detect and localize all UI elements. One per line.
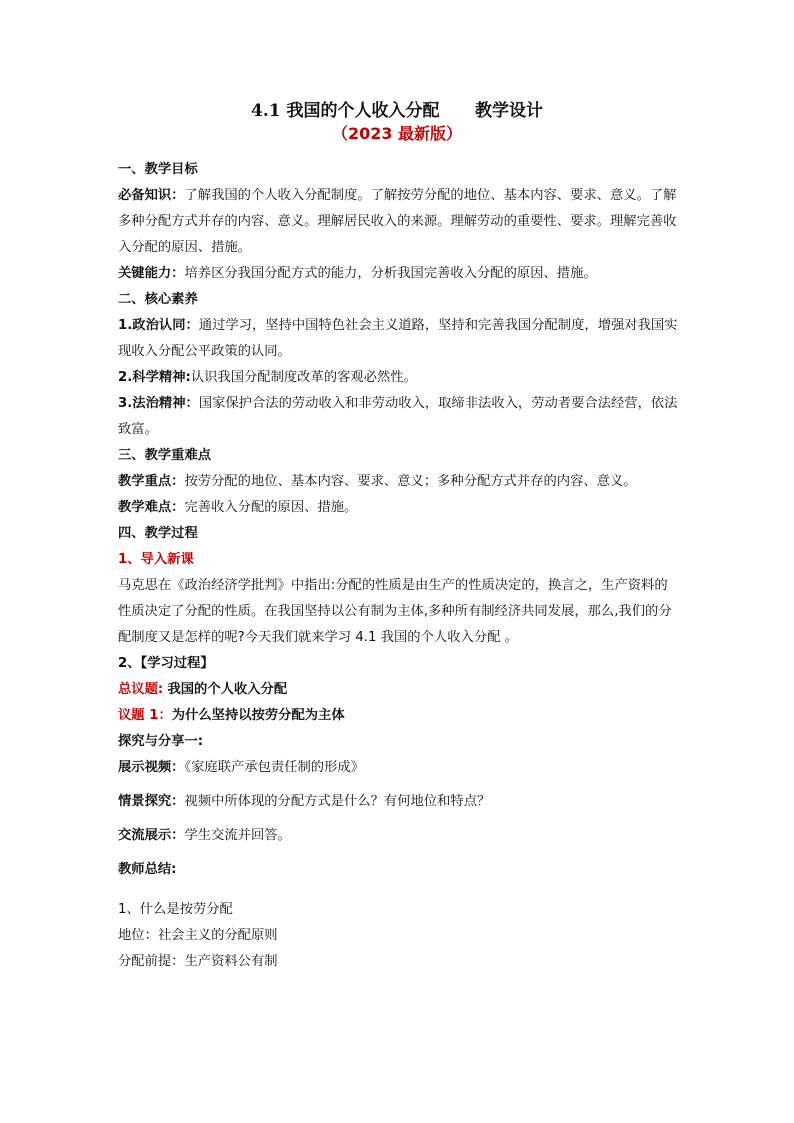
paragraph-ability [118, 261, 680, 287]
paragraph-knowledge [118, 183, 680, 261]
text-status: 社会主义的分配原则 [157, 928, 278, 943]
label-summary: 教师总结: [118, 862, 177, 877]
label-status: 地位： [118, 928, 158, 943]
paragraph-video [118, 755, 680, 781]
text-ability: 培养区分我国分配方式的能力，分析我国完善收入分配的原因、措施。 [184, 266, 597, 281]
spacer [118, 815, 680, 823]
label-scenario: 情景探究： [118, 794, 185, 809]
document-subtitle: （2023 最新版） [331, 124, 463, 143]
document-body [118, 157, 680, 975]
document-title: 4.1 我国的个人收入分配 教学设计 [250, 101, 543, 121]
label-literacy-1: 1.政治认同： [118, 318, 199, 333]
paragraph-literacy-1 [118, 313, 680, 365]
paragraph-topic [118, 677, 680, 703]
section-heading-literacy: 二、核心素养 [118, 292, 198, 307]
text-difficulty: 完善收入分配的原因、措施。 [184, 500, 358, 515]
text-video: 《家庭联产承包责任制的形成》 [184, 760, 364, 775]
paragraph-topic-1 [118, 703, 680, 729]
label-premise: 分配前提： [118, 954, 185, 969]
label-difficulty: 教学难点： [118, 500, 185, 515]
label-literacy-3: 3.法治精神： [118, 396, 199, 411]
section-heading-key-points: 三、教学重难点 [118, 448, 212, 463]
label-knowledge: 必备知识： [118, 188, 185, 203]
text-literacy-1: 通过学习，坚持中国特色社会主义道路，坚持和完善我国分配制度，增强对我国实现收入分配公平政策的认同。 [118, 318, 678, 359]
label-literacy-2: 2.科学精神: [118, 370, 191, 385]
text-key-point: 按劳分配的地位、基本内容、要求、意义；多种分配方式并存的内容、意义。 [184, 474, 637, 489]
spacer [118, 781, 680, 789]
text-topic-1: 为什么坚持以按劳分配为主体 [171, 708, 345, 723]
subheading-learning-process: 2、【学习过程】 [118, 656, 214, 671]
label-ability: 关键能力： [118, 266, 185, 281]
paragraph-scenario [118, 789, 680, 815]
text-topic: 我国的个人收入分配 [167, 682, 288, 697]
section-heading-process: 四、教学过程 [118, 526, 198, 541]
subheading-intro: 1、导入新课 [118, 552, 194, 567]
label-video: 展示视频： [118, 760, 185, 775]
paragraph-status [118, 923, 680, 949]
text-premise: 生产资料公有制 [184, 954, 278, 969]
section-heading-objectives: 一、教学目标 [118, 162, 198, 177]
spacer [118, 849, 680, 857]
paragraph-key-point [118, 469, 680, 495]
text-exchange: 学生交流并回答。 [184, 828, 291, 843]
label-explore: 探究与分享一: [118, 734, 204, 749]
label-topic-1: 议题 1： [118, 708, 172, 723]
label-topic: 总议题: [118, 682, 164, 697]
paragraph-exchange [118, 823, 680, 849]
paragraph-premise [118, 949, 680, 975]
text-literacy-3: 国家保护合法的劳动收入和非劳动收入，取缔非法收入，劳动者要合法经营，依法致富。 [118, 396, 678, 437]
paragraph-point-1: 1、什么是按劳分配 [118, 902, 233, 917]
paragraph-intro: 马克思在《政治经济学批判》中指出:分配的性质是由生产的性质决定的，换言之，生产资料的性质决定了分配的性质。在我国坚持以公有制为主体,多种所有制经济共同发展，那么,我们的分配制度又是怎样的呢?今天我们就来学习 4.1 我国的个人收入分配 。 [118, 578, 672, 645]
text-scenario: 视频中所体现的分配方式是什么？有何地位和特点？ [184, 794, 491, 809]
paragraph-difficulty [118, 495, 680, 521]
text-literacy-2: 认识我国分配制度改革的客观必然性。 [190, 370, 417, 385]
spacer [118, 883, 680, 897]
paragraph-literacy-2 [118, 365, 680, 391]
label-exchange: 交流展示： [118, 828, 185, 843]
text-knowledge: 了解我国的个人收入分配制度。了解按劳分配的地位、基本内容、要求、意义。了解多种分配方式并存的内容、意义。理解居民收入的来源。理解劳动的重要性、要求。理解完善收入分配的原因、措施。 [118, 188, 677, 255]
label-key-point: 教学重点： [118, 474, 185, 489]
paragraph-literacy-3 [118, 391, 680, 443]
